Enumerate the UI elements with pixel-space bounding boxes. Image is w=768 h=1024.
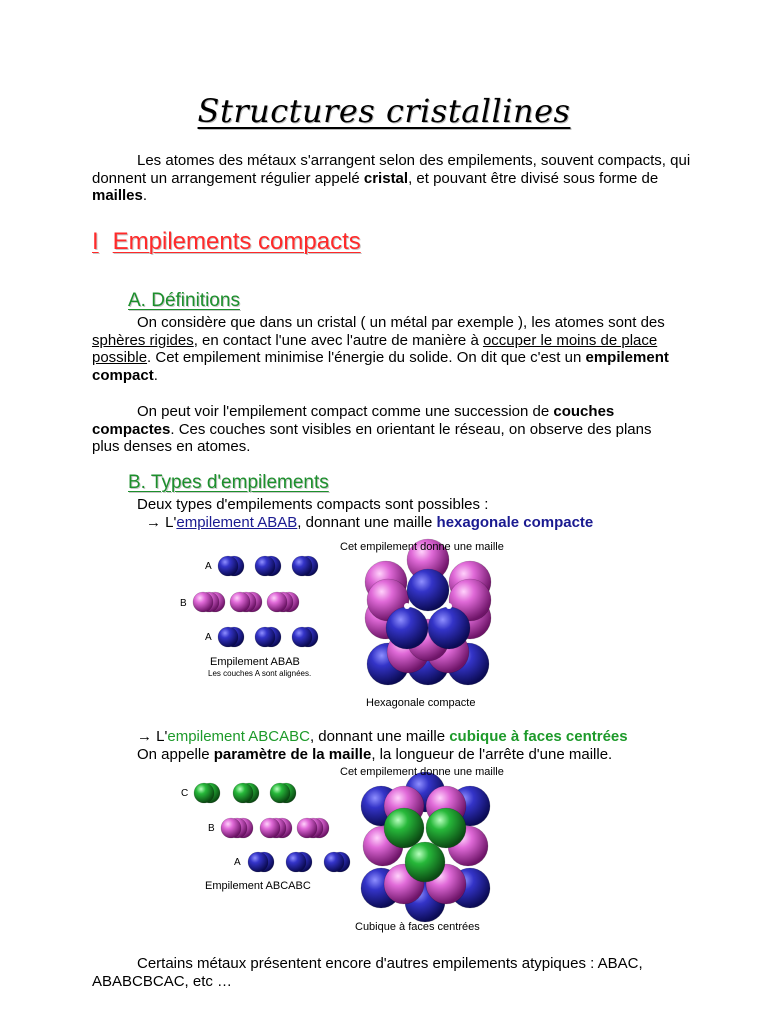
subsection-heading-b: B. Types d'empilements (128, 472, 329, 493)
item-bold-hexagonale: hexagonale compacte (436, 514, 594, 531)
param-bold: paramètre de la maille (213, 746, 372, 763)
item-bold-cubique: cubique à faces centrées (449, 728, 628, 745)
definition-text: On considère que dans un cristal ( un métal par exemple ), les atomes sont des (137, 314, 665, 331)
layer-label-c: C (181, 788, 189, 799)
link-empilement-abcabc[interactable]: empilement ABCABC (167, 728, 310, 745)
atom-sphere (324, 852, 344, 872)
section-number: I (92, 228, 99, 255)
atom-sphere (194, 783, 214, 803)
layer-label-a: A (234, 857, 241, 868)
atom-sphere (405, 842, 445, 882)
definition-underline-spheres: sphères rigides (92, 331, 194, 349)
atom-sphere (260, 818, 280, 838)
layer-label-a-top: A (205, 561, 212, 572)
layer-label-b: B (208, 823, 215, 834)
atom-sphere (297, 818, 317, 838)
closing-text: Certains métaux présentent encore d'autres empilements atypiques : ABAC, ABABCBCAC, etc … (92, 955, 643, 990)
intro-text: Les atomes des métaux s'arrangent selon des empilements, souvent compacts, qui donnent un arrangement régulier appelé (92, 152, 691, 187)
page-title: Structures cristallines (197, 92, 571, 130)
atom-sphere (233, 783, 253, 803)
definition-underline-place: occuper le moins de place possible (92, 331, 658, 366)
figure-abab-top-note: Cet empilement donne une maille (340, 541, 504, 553)
types-intro: Deux types d'empilements compacts sont possibles : (137, 496, 489, 513)
item-prefix: L' (152, 728, 168, 745)
link-empilement-abab[interactable]: empilement ABAB (176, 514, 298, 531)
closing-paragraph (92, 955, 672, 990)
arrow-icon: → (146, 514, 161, 531)
subsection-heading-a: A. Définitions (128, 290, 240, 311)
item-prefix: L' (161, 514, 177, 531)
definition-bold-compact: empilement compact (92, 349, 669, 384)
item-text: , donnant une maille (309, 728, 450, 745)
couches-text: On peut voir l'empilement compact comme une succession de (137, 403, 554, 420)
figure-abcabc-top-note: Cet empilement donne une maille (340, 766, 504, 778)
layer-label-a-bottom: A (205, 632, 212, 643)
param-text: , la longueur de l'arrête d'une maille. (371, 746, 613, 763)
figure-abab-caption: Empilement ABAB (210, 656, 300, 668)
figure-abab-subcaption: Les couches A sont alignées. (208, 669, 312, 678)
definition-text: . Cet empilement minimise l'énergie du solide. On dit que c'est un (147, 349, 586, 366)
item-text: , donnant une maille (297, 514, 437, 531)
intro-bold-cristal: cristal (363, 169, 409, 187)
intro-text: , et pouvant être divisé sous forme de (408, 169, 659, 187)
atom-sphere (248, 852, 268, 872)
layer-label-b: B (180, 598, 187, 609)
intro-bold-mailles: mailles (92, 187, 143, 204)
definition-text: . (153, 366, 158, 384)
figure-abcabc-cell-caption: Cubique à faces centrées (355, 921, 480, 933)
definition-text: , en contact l'une avec l'autre de manière à (193, 331, 483, 349)
atom-sphere (426, 808, 466, 848)
intro-text: . (142, 187, 148, 204)
section-title: Empilements compacts (112, 228, 361, 255)
figure-abab-cell-caption: Hexagonale compacte (366, 697, 476, 709)
param-text: On appelle (137, 746, 214, 763)
atom-sphere (221, 818, 241, 838)
couches-text: . Ces couches sont visibles en orientant le réseau, on observe des plans plus denses en atomes. (92, 420, 652, 455)
figure-abcabc-caption: Empilement ABCABC (205, 880, 311, 892)
atom-sphere (270, 783, 290, 803)
arrow-icon: → (137, 728, 152, 745)
atom-sphere (286, 852, 306, 872)
couches-bold: couches compactes (92, 403, 615, 438)
atom-sphere (384, 808, 424, 848)
